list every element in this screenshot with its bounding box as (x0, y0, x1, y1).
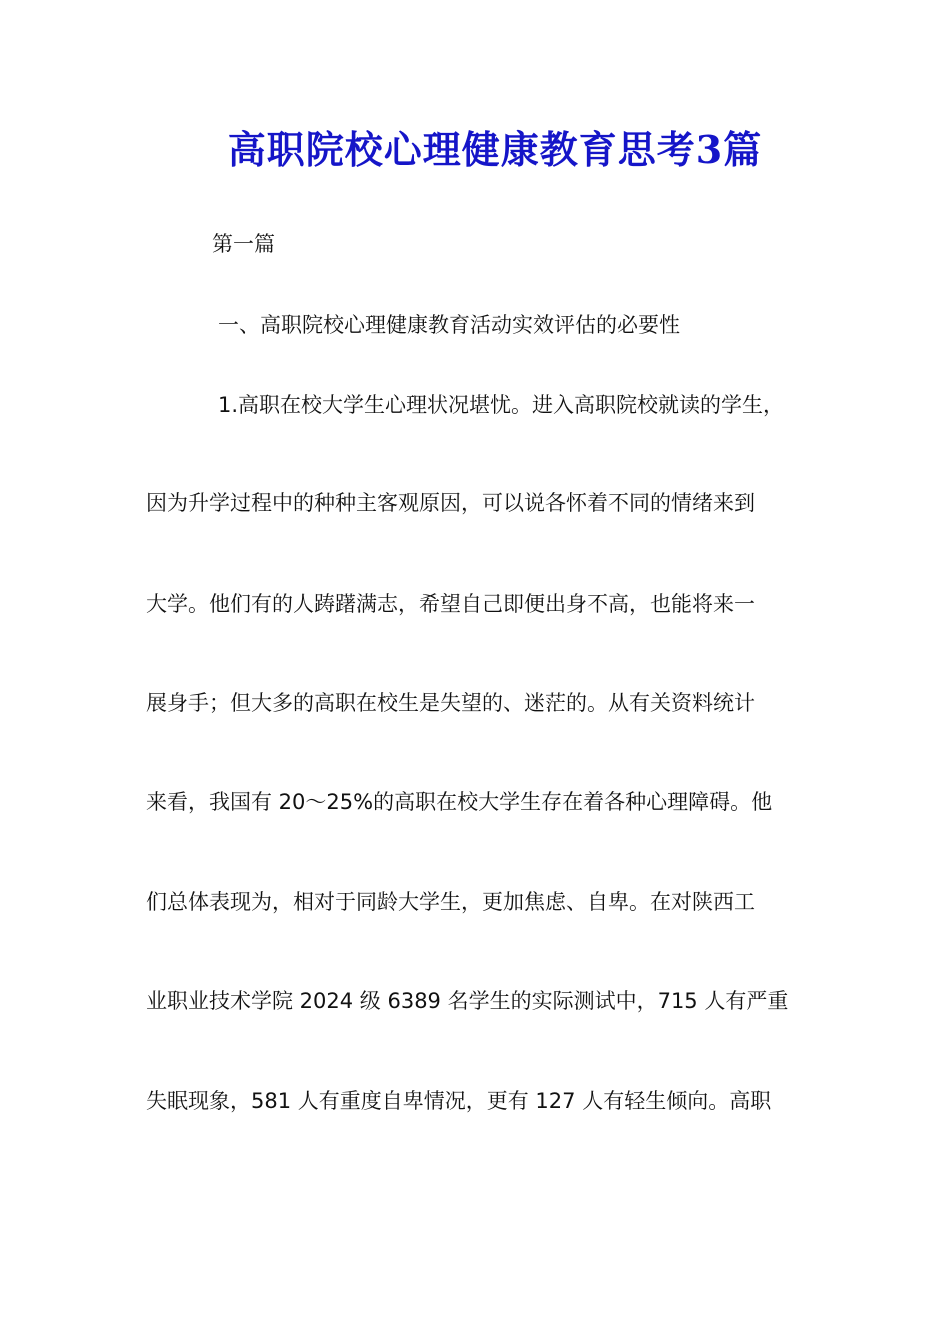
paragraph-line: 因为升学过程中的种种主客观原因，可以说各怀着不同的情绪来到 (146, 491, 755, 515)
paragraph-line: 们总体表现为，相对于同龄大学生，更加焦虑、自卑。在对陕西工 (146, 890, 755, 914)
document-title: 高职院校心理健康教育思考3篇 (227, 127, 763, 172)
paragraph-line: 失眠现象，581 人有重度自卑情况，更有 127 人有轻生倾向。高职 (146, 1089, 772, 1113)
paragraph-line: 大学。他们有的人踌躇满志，希望自己即便出身不高，也能将来一 (146, 592, 755, 616)
paragraph-line: 1.高职在校大学生心理状况堪忧。进入高职院校就读的学生， (218, 393, 785, 417)
section-heading: 一、高职院校心理健康教育活动实效评估的必要性 (218, 313, 680, 337)
section-label: 第一篇 (212, 232, 275, 256)
paragraph-line: 业职业技术学院 2024 级 6389 名学生的实际测试中，715 人有严重 (146, 989, 789, 1013)
paragraph-line: 展身手；但大多的高职在校生是失望的、迷茫的。从有关资料统计 (146, 691, 755, 715)
paragraph-line: 来看，我国有 20～25%的高职在校大学生存在着各种心理障碍。他 (146, 790, 773, 814)
